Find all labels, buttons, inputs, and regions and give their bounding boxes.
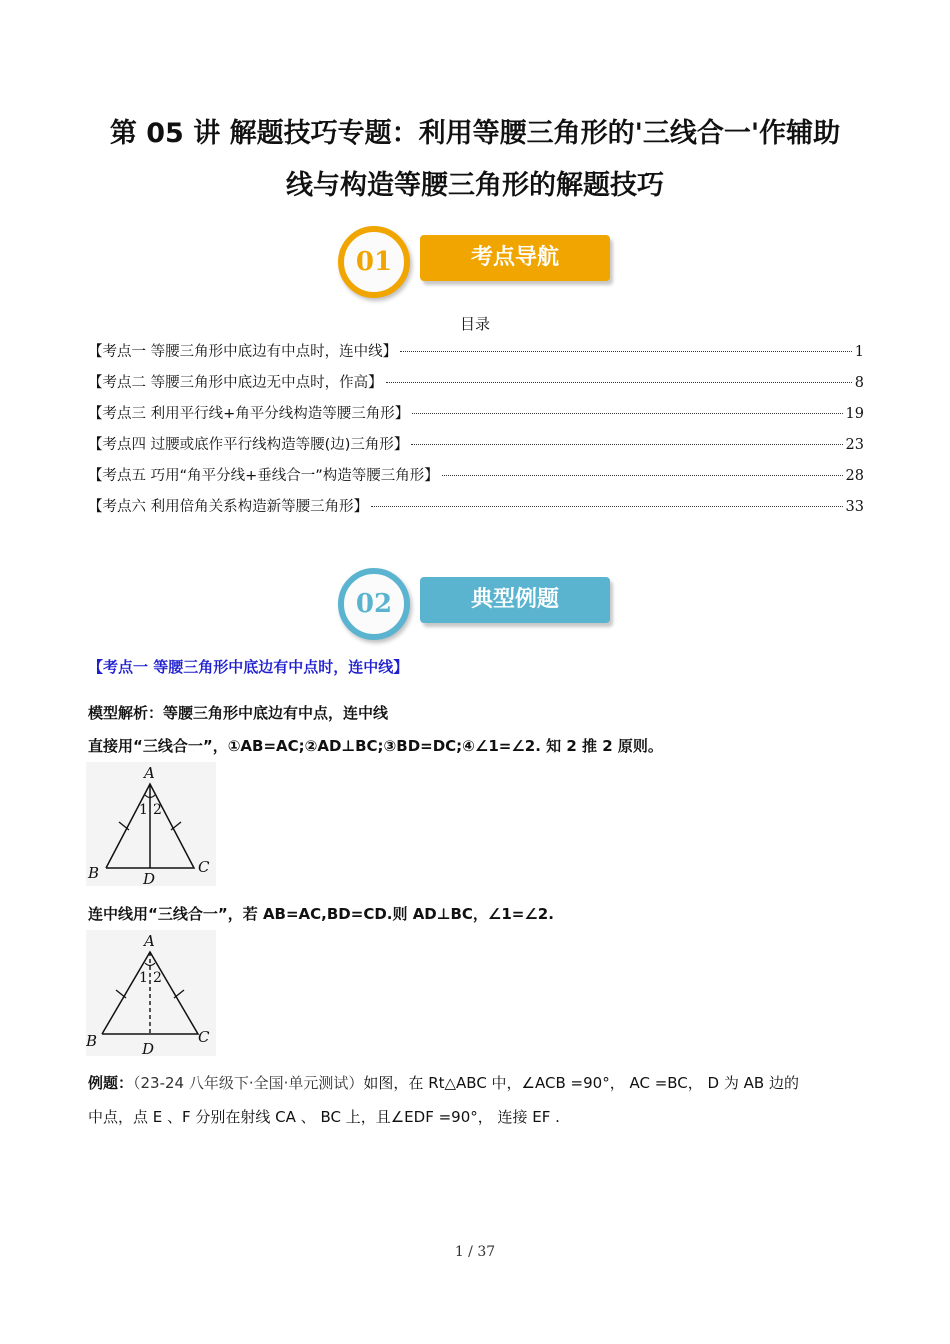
direct-use-rule-text: 直接用“三线合一”，①AB=AC;②AD⊥BC;③BD=DC;④∠1=∠2. 知 2 推 2 原则。 — [88, 737, 663, 755]
toc-entry-label: 【考点三 利用平行线+角平分线构造等腰三角形】 — [88, 406, 410, 422]
toc-entry-page: 33 — [845, 499, 864, 515]
vertex-label-c: C — [198, 1028, 210, 1046]
toc-leader-dots — [411, 444, 842, 445]
vertex-label-b: B — [86, 1032, 98, 1050]
toc-heading: 目录 — [459, 315, 490, 333]
example-text-2: 中点，点 E 、F 分别在射线 CA 、 BC 上，且∠EDF =90°， 连接 EF . — [88, 1108, 560, 1126]
banner-label: 考点导航 — [420, 235, 610, 281]
vertex-label-d: D — [143, 870, 156, 886]
angle-label-2: 2 — [153, 970, 162, 986]
banner-number-badge: 01 — [338, 226, 410, 298]
page-title-line-1: 第 05 讲 解题技巧专题：利用等腰三角形的'三线合一'作辅助 — [109, 118, 841, 149]
toc-entry-page: 23 — [845, 437, 864, 453]
section-heading: 【考点一 等腰三角形中底边有中点时，连中线】 — [88, 658, 409, 676]
example-text-1: 如图，在 Rt△ABC 中，∠ACB =90°， AC =BC， D 为 AB 边的 — [363, 1074, 799, 1092]
model-analysis-text: 模型解析：等腰三角形中底边有中点，连中线 — [88, 704, 389, 722]
vertex-label-a: A — [144, 764, 155, 782]
toc-entry[interactable] — [88, 433, 864, 464]
isosceles-triangle-figure-1 — [86, 762, 216, 886]
toc-entry-label: 【考点六 利用倍角关系构造新等腰三角形】 — [88, 499, 369, 515]
toc-entry[interactable] — [88, 495, 864, 526]
banner-number-badge: 02 — [338, 568, 410, 640]
toc-entry[interactable] — [88, 464, 864, 495]
example-problem — [88, 1066, 868, 1134]
toc-entry[interactable] — [88, 402, 864, 433]
angle-label-1: 1 — [139, 802, 148, 818]
vertex-label-d: D — [142, 1040, 155, 1056]
connect-median-rule-text: 连中线用“三线合一”，若 AB=AC,BD=CD.则 AD⊥BC，∠1=∠2. — [88, 905, 554, 923]
vertex-label-c: C — [198, 858, 210, 876]
toc-entry-label: 【考点四 过腰或底作平行线构造等腰(边)三角形】 — [88, 437, 409, 453]
angle-label-2: 2 — [153, 802, 162, 818]
toc-leader-dots — [371, 506, 842, 507]
toc-entry-label: 【考点五 巧用“角平分线+垂线合一”构造等腰三角形】 — [88, 468, 439, 484]
angle-label-1: 1 — [139, 970, 148, 986]
example-lead: 例题： — [88, 1074, 134, 1092]
toc-entry-page: 19 — [845, 406, 864, 422]
toc-leader-dots — [400, 351, 852, 352]
table-of-contents — [88, 340, 864, 526]
toc-entry[interactable] — [88, 371, 864, 402]
toc-entry-page: 28 — [845, 468, 864, 484]
example-line-1 — [88, 1066, 868, 1100]
vertex-label-a: A — [144, 932, 155, 950]
toc-leader-dots — [386, 382, 852, 383]
toc-entry-page: 1 — [854, 344, 864, 360]
page-title-line-2: 线与构造等腰三角形的解题技巧 — [286, 170, 664, 201]
toc-entry-label: 【考点一 等腰三角形中底边有中点时，连中线】 — [88, 344, 398, 360]
page-indicator: 1 / 37 — [454, 1244, 496, 1260]
example-source: （23-24 八年级下·全国·单元测试） — [133, 1074, 364, 1092]
banner-label: 典型例题 — [420, 577, 610, 623]
toc-leader-dots — [442, 475, 843, 476]
vertex-label-b: B — [88, 864, 100, 882]
isosceles-triangle-figure-2 — [86, 930, 216, 1056]
toc-leader-dots — [412, 413, 842, 414]
toc-entry[interactable] — [88, 340, 864, 371]
toc-entry-label: 【考点二 等腰三角形中底边无中点时，作高】 — [88, 375, 383, 391]
toc-entry-page: 8 — [854, 375, 864, 391]
